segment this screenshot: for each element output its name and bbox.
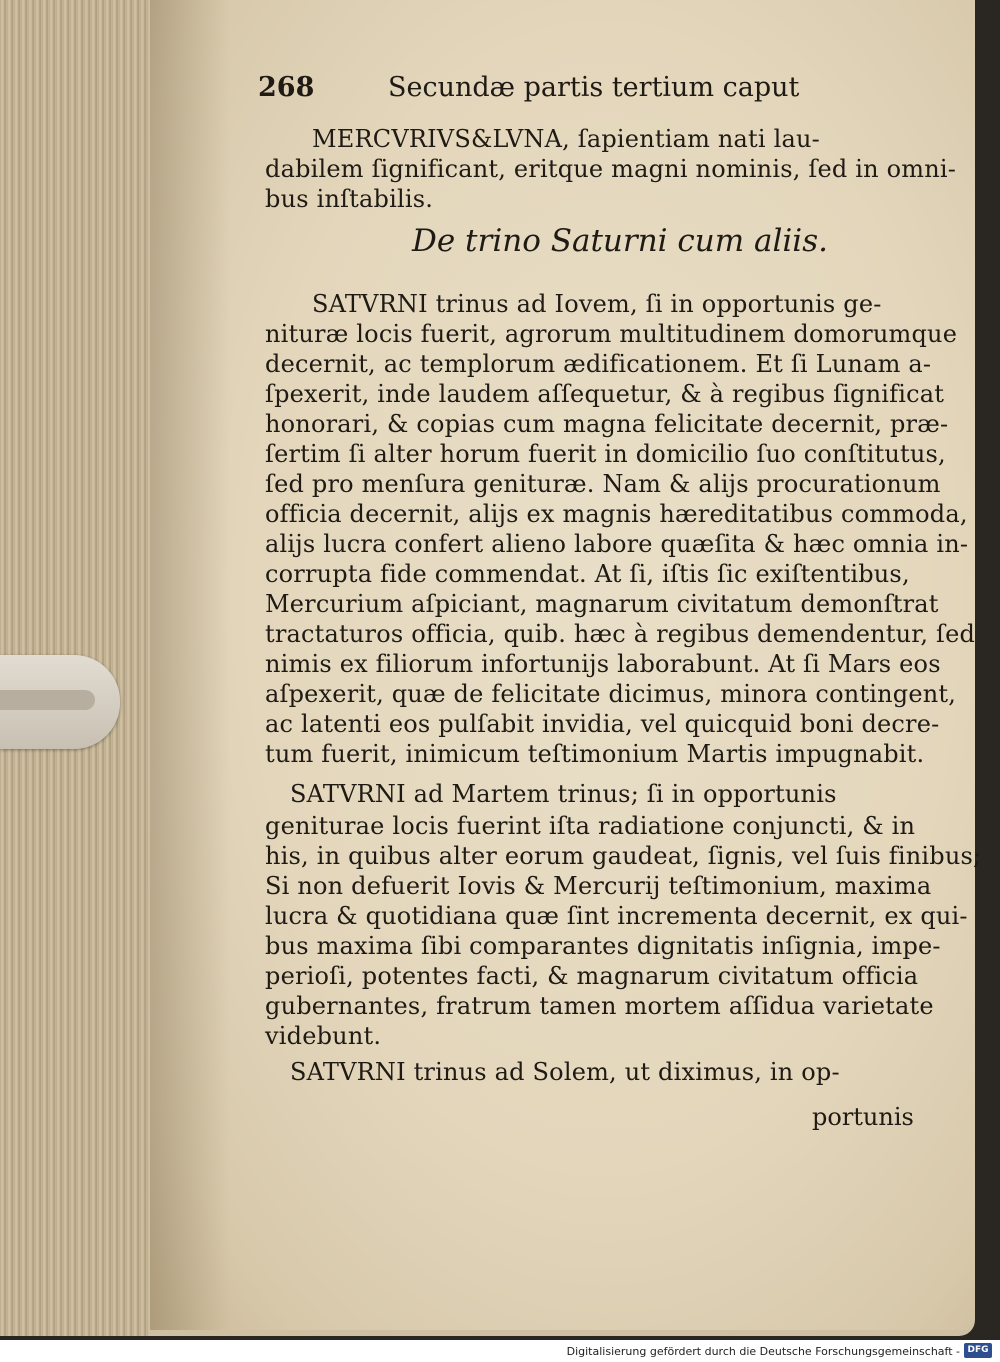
text-line: lucra & quotidiana quæ ſint incrementa decernit, ex qui- xyxy=(265,902,968,930)
text-line: alijs lucra confert alieno labore quæſita & hæc omnia in- xyxy=(265,530,969,558)
text-line: dabilem ſignificant, eritque magni nominis, ſed in omni- xyxy=(265,155,957,183)
text-line: bus inſtabilis. xyxy=(265,185,434,213)
text-line: honorari, & copias cum magna felicitate decernit, præ- xyxy=(265,410,949,438)
catchword: portunis xyxy=(812,1103,914,1131)
text-line: nimis ex filiorum infortunijs laborabunt. At ſi Mars eos xyxy=(265,650,941,678)
text-line: geniturae locis fuerint iſta radiatione conjuncti, & in xyxy=(265,812,916,840)
bookmark-slot xyxy=(0,690,95,710)
text-line: decernit, ac templorum ædificationem. Et ſi Lunam a- xyxy=(265,350,932,378)
text-line: Si non defuerit Iovis & Mercurij teſtimonium, maxima xyxy=(265,872,932,900)
text-line: ac latenti eos pulſabit invidia, vel quicquid boni decre- xyxy=(265,710,940,738)
text-line: aſpexerit, quæ de felicitate dicimus, minora contingent, xyxy=(265,680,957,708)
text-line: Mercurium aſpiciant, magnarum civitatum demonſtrat xyxy=(265,590,939,618)
text-line: tum fuerit, inimicum teſtimonium Martis impugnabit. xyxy=(265,740,925,768)
section-heading: De trino Saturni cum aliis. xyxy=(412,223,828,259)
text-line: MERCVRIVS&LVNA, ſapientiam nati lau- xyxy=(312,125,820,153)
text-line: bus maxima ſibi comparantes dignitatis inſignia, impe- xyxy=(265,932,941,960)
text-line: his, in quibus alter eorum gaudeat, ſignis, vel ſuis finibus; xyxy=(265,842,982,870)
text-line: ſpexerit, inde laudem aſſequetur, & à regibus ſignificat xyxy=(265,380,945,408)
text-line: SATVRNI ad Martem trinus; ſi in opportunis xyxy=(290,780,837,808)
text-line: nituræ locis fuerit, agrorum multitudinem domorumque xyxy=(265,320,958,348)
running-title: Secundæ partis tertium caput xyxy=(388,72,800,103)
gutter-shadow xyxy=(150,0,230,1330)
text-line: videbunt. xyxy=(265,1022,382,1050)
text-line: SATVRNI trinus ad Solem, ut diximus, in op- xyxy=(290,1058,840,1086)
footer-credit: Digitalisierung gefördert durch die Deutsche Forschungsgemeinschaft - xyxy=(566,1345,960,1358)
text-line: tractaturos officia, quib. hæc à regibus demendentur, ſed xyxy=(265,620,976,648)
text-line: perioſi, potentes facti, & magnarum civitatum officia xyxy=(265,962,919,990)
text-line: ſertim ſi alter horum fuerit in domicilio ſuo conſtitutus, xyxy=(265,440,946,468)
text-line: officia decernit, alijs ex magnis hæreditatibus commoda, xyxy=(265,500,968,528)
text-line: gubernantes, fratrum tamen mortem aſſidua varietate xyxy=(265,992,934,1020)
dfg-logo: DFG xyxy=(964,1343,992,1358)
text-line: SATVRNI trinus ad Iovem, ſi in opportunis ge- xyxy=(312,290,882,318)
page-number: 268 xyxy=(258,72,315,103)
text-line: ſed pro menſura genituræ. Nam & alijs procurationum xyxy=(265,470,941,498)
text-line: corrupta fide commendat. At ſi, iſtis ſic exiſtentibus, xyxy=(265,560,910,588)
